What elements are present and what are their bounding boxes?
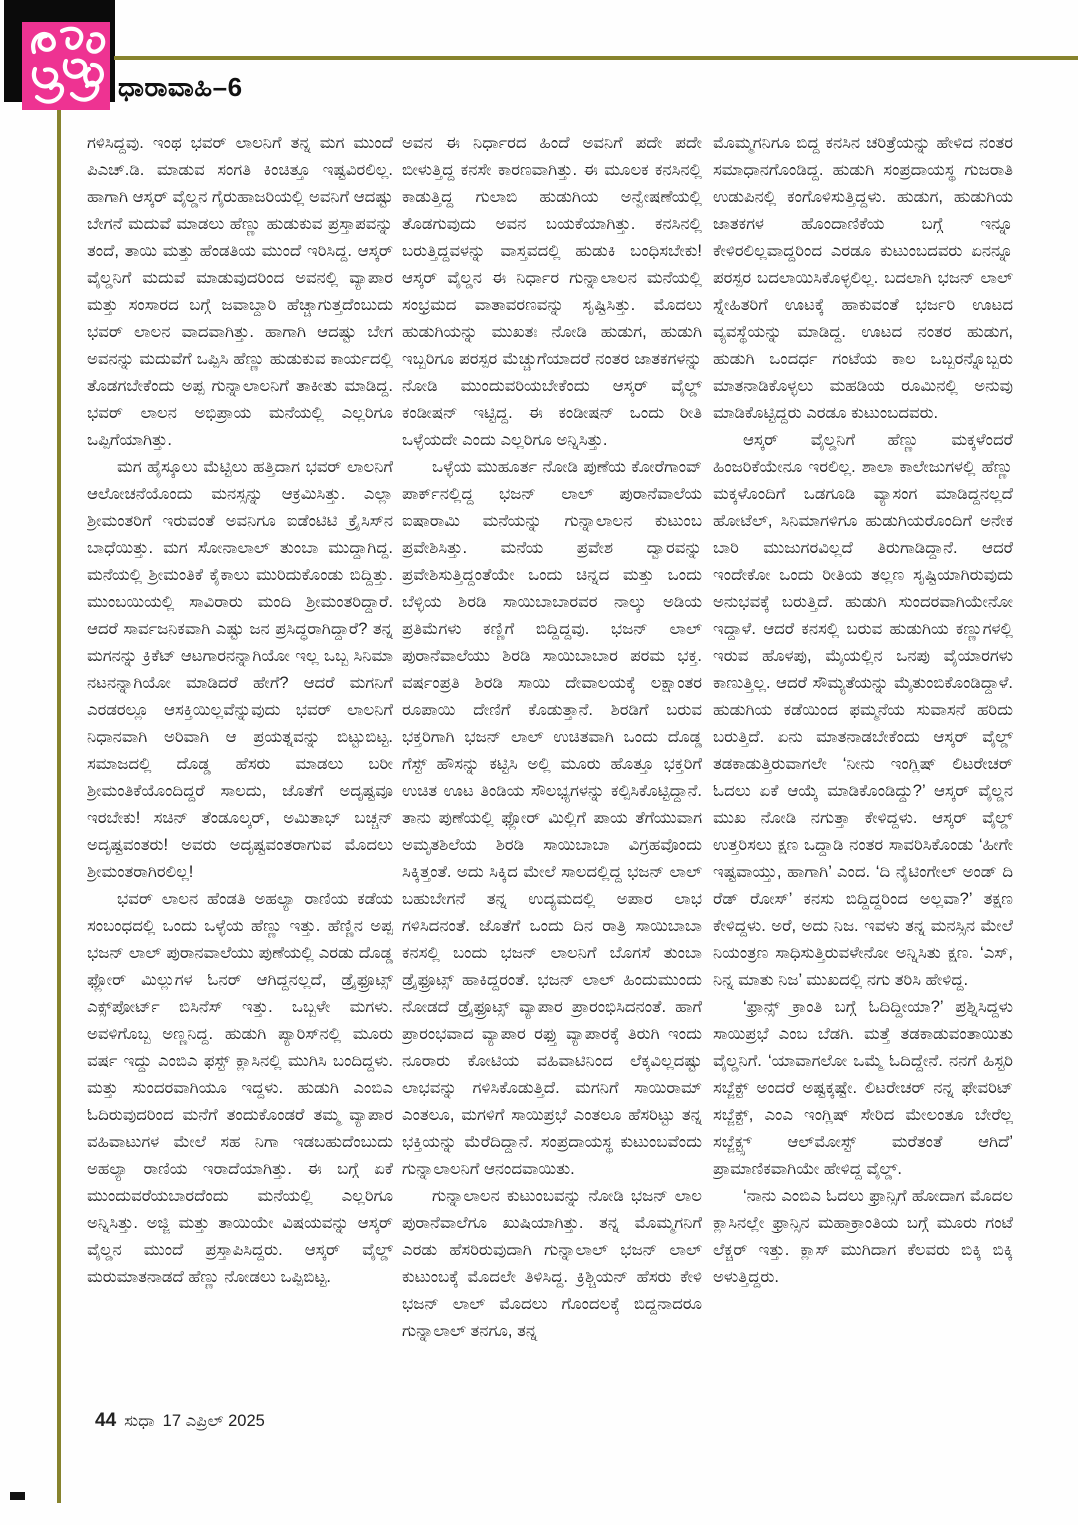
body-paragraph: ಗಳಿಸಿದ್ದವು. ಇಂಥ ಭವರ್ ಲಾಲನಿಗೆ ತನ್ನ ಮಗ ಮುಂದೆ ಪಿಎಚ್.ಡಿ. ಮಾಡುವ ಸಂಗತಿ ಕಿಂಚಿತ್ತೂ ಇಷ್ಟವಿರಲಿಲ್ಲ. ಹಾಗಾಗಿ ಆಸ್ಕರ್ ವೈಲ್ಡನ ಗೈರುಹಾಜರಿಯಲ್ಲಿ ಅವನಿಗೆ ಆದಷ್ಟು ಬೇಗನೆ ಮದುವೆ ಮಾಡಲು ಹೆಣ್ಣು ಹುಡುಕುವ ಪ್ರಸ್ತಾಪವನ್ನು ತಂದೆ, ತಾಯಿ ಮತ್ತು ಹೆಂಡತಿಯ ಮುಂದೆ ಇರಿಸಿದ್ದ. ಆಸ್ಕರ್ ವೈಲ್ಡನಿಗೆ ಮದುವೆ ಮಾಡುವುದರಿಂದ ಅವನಲ್ಲಿ ವ್ಯಾಪಾರ ಮತ್ತು ಸಂಸಾರದ ಬಗ್ಗೆ ಜವಾಬ್ದಾರಿ ಹೆಚ್ಚಾಗುತ್ತದೆಂಬುದು ಭವರ್ ಲಾಲನ ವಾದವಾಗಿತ್ತು. ಹಾಗಾಗಿ ಆದಷ್ಟು ಬೇಗ ಅವನನ್ನು ಮದುವೆಗೆ ಒಪ್ಪಿಸಿ ಹೆಣ್ಣು ಹುಡುಕುವ ಕಾರ್ಯದಲ್ಲಿ ತೊಡಗಬೇಕೆಂದು ಅಪ್ಪ ಗುನ್ನಾಲಾಲನಿಗೆ ತಾಕೀತು ಮಾಡಿದ್ದ. ಭವರ್ ಲಾಲನ ಅಭಿಪ್ರಾಯ ಮನೆಯಲ್ಲಿ ಎಲ್ಲರಿಗೂ ಒಪ್ಪಿಗೆಯಾಗಿತ್ತು. <box>87 134 393 449</box>
sudha-maze-logo <box>22 22 110 110</box>
issue-date: 17 ಎಪ್ರಿಲ್ 2025 <box>162 1412 265 1430</box>
maze-pattern-icon <box>22 22 110 110</box>
text-column-2 <box>402 130 702 1422</box>
body-paragraph: ಮಗ ಹೈಸ್ಕೂಲು ಮೆಟ್ಟಿಲು ಹತ್ತಿದಾಗ ಭವರ್ ಲಾಲನಿಗೆ ಆಲೋಚನೆಯೊಂದು ಮನಸ್ಸನ್ನು ಆಕ್ರಮಿಸಿತ್ತು. ಎಲ್ಲಾ ಶ್ರೀಮಂತರಿಗೆ ಇರುವಂತೆ ಅವನಿಗೂ ಐಡೆಂಟಿಟಿ ಕ್ರೈಸಿಸ್‌ನ ಬಾಧೆಯಿತ್ತು. ಮಗ ಸೋನಾಲಾಲ್ ತುಂಬಾ ಮುದ್ದಾಗಿದ್ದ. ಮನೆಯಲ್ಲಿ ಶ್ರೀಮಂತಿಕೆ ಕೈಕಾಲು ಮುರಿದುಕೊಂಡು ಬಿದ್ದಿತ್ತು. ಮುಂಬಯಿಯಲ್ಲಿ ಸಾವಿರಾರು ಮಂದಿ ಶ್ರೀಮಂತರಿದ್ದಾರೆ. ಆದರೆ ಸಾರ್ವಜನಿಕವಾಗಿ ಎಷ್ಟು ಜನ ಪ್ರಸಿದ್ಧರಾಗಿದ್ದಾರೆ? ತನ್ನ ಮಗನನ್ನು ಕ್ರಿಕೆಟ್ ಆಟಗಾರನನ್ನಾಗಿಯೋ ಇಲ್ಲ ಒಬ್ಬ ಸಿನಿಮಾ ನಟನನ್ನಾಗಿಯೋ ಮಾಡಿದರೆ ಹೇಗೆ? ಆದರೆ ಮಗನಿಗೆ ಎರಡರಲ್ಲೂ ಆಸಕ್ತಿಯಿಲ್ಲವೆನ್ನುವುದು ಭವರ್ ಲಾಲನಿಗೆ ನಿಧಾನವಾಗಿ ಅರಿವಾಗಿ ಆ ಪ್ರಯತ್ನವನ್ನು ಬಿಟ್ಟುಬಿಟ್ಟ. ಸಮಾಜದಲ್ಲಿ ದೊಡ್ಡ ಹೆಸರು ಮಾಡಲು ಬರೀ ಶ್ರೀಮಂತಿಕೆಯೊಂದಿದ್ದರೆ ಸಾಲದು, ಜೊತೆಗೆ ಅದೃಷ್ಟವೂ ಇರಬೇಕು! ಸಚಿನ್ ತೆಂಡೂಲ್ಕರ್, ಅಮಿತಾಭ್ ಬಚ್ಚನ್ ಅದೃಷ್ಟವಂತರು! ಅವರು ಅದೃಷ್ಟವಂತರಾಗುವ ಮೊದಲು ಶ್ರೀಮಂತರಾಗಿರಲಿಲ್ಲ! <box>87 458 393 881</box>
text-column-1 <box>87 130 393 1422</box>
left-vertical-rule <box>57 110 61 1503</box>
series-title: ಧಾರಾವಾಹಿ–6 <box>118 72 243 102</box>
page-number: 44 <box>95 1410 117 1431</box>
body-paragraph: ‘ನಾನು ಎಂಬಿಎ ಓದಲು ಫ್ರಾನ್ಸಿಗೆ ಹೋದಾಗ ಮೊದಲ ಕ್ಲಾಸಿನಲ್ಲೇ ಫ್ರಾನ್ಸಿನ ಮಹಾಕ್ರಾಂತಿಯ ಬಗ್ಗೆ ಮೂರು ಗಂಟೆ ಲೆಕ್ಚರ್ ಇತ್ತು. ಕ್ಲಾಸ್ ಮುಗಿದಾಗ ಕೆಲವರು ಬಿಕ್ಕಿ ಬಿಕ್ಕಿ ಅಳುತ್ತಿದ್ದರು. <box>713 1187 1013 1286</box>
body-paragraph: ‘ಫ್ರಾನ್ಸ್ ಕ್ರಾಂತಿ ಬಗ್ಗೆ ಓದಿದ್ದೀಯಾ?’ ಪ್ರಶ್ನಿಸಿದ್ದಳು ಸಾಯಿಪ್ರಭೆ ಎಂಬ ಬೆಡಗಿ. ಮತ್ತೆ ತಡಕಾಡುವಂತಾಯಿತು ವೈಲ್ಡನಿಗೆ. ‘ಯಾವಾಗಲೋ ಒಮ್ಮೆ ಓದಿದ್ದೇನೆ. ನನಗೆ ಹಿಸ್ಟರಿ ಸಬ್ಜೆಕ್ಟ್ ಅಂದರೆ ಅಷ್ಟಕ್ಕಷ್ಟೇ. ಲಿಟರೇಚರ್ ನನ್ನ ಫೇವರಿಟ್ ಸಬ್ಜೆಕ್ಟ್, ಎಂಎ ಇಂಗ್ಲಿಷ್ ಸೇರಿದ ಮೇಲಂತೂ ಬೇರೆಲ್ಲ ಸಬ್ಜೆಕ್ಟ್ಸ್ ಆಲ್‌ಮೋಸ್ಟ್ ಮರೆತಂತೆ ಆಗಿದೆ’ ಪ್ರಾಮಾಣಿಕವಾಗಿಯೇ ಹೇಳಿದ್ದ ವೈಲ್ಡ್. <box>713 998 1013 1178</box>
registration-mark <box>10 1492 25 1500</box>
body-paragraph: ಅವನ ಈ ನಿರ್ಧಾರದ ಹಿಂದೆ ಅವನಿಗೆ ಪದೇ ಪದೇ ಬೀಳುತ್ತಿದ್ದ ಕನಸೇ ಕಾರಣವಾಗಿತ್ತು. ಈ ಮೂಲಕ ಕನಸಿನಲ್ಲಿ ಕಾಡುತ್ತಿದ್ದ ಗುಲಾಬಿ ಹುಡುಗಿಯ ಅನ್ವೇಷಣೆಯಲ್ಲಿ ತೊಡಗುವುದು ಅವನ ಬಯಕೆಯಾಗಿತ್ತು. ಕನಸಿನಲ್ಲಿ ಬರುತ್ತಿದ್ದವಳನ್ನು ವಾಸ್ತವದಲ್ಲಿ ಹುಡುಕಿ ಬಂಧಿಸಬೇಕು! ಆಸ್ಕರ್ ವೈಲ್ಡನ ಈ ನಿರ್ಧಾರ ಗುನ್ನಾಲಾಲನ ಮನೆಯಲ್ಲಿ ಸಂಭ್ರಮದ ವಾತಾವರಣವನ್ನು ಸೃಷ್ಟಿಸಿತ್ತು. ಮೊದಲು ಹುಡುಗಿಯನ್ನು ಮುಖತಃ ನೋಡಿ ಹುಡುಗ, ಹುಡುಗಿ ಇಬ್ಬರಿಗೂ ಪರಸ್ಪರ ಮೆಚ್ಚುಗೆಯಾದರೆ ನಂತರ ಜಾತಕಗಳನ್ನು ನೋಡಿ ಮುಂದುವರಿಯಬೇಕೆಂದು ಆಸ್ಕರ್ ವೈಲ್ಡ್ ಕಂಡೀಷನ್ ಇಟ್ಟಿದ್ದ. ಈ ಕಂಡೀಷನ್ ಒಂದು ರೀತಿ ಒಳ್ಳೆಯದೇ ಎಂದು ಎಲ್ಲರಿಗೂ ಅನ್ನಿಸಿತ್ತು. <box>402 134 702 449</box>
body-paragraph: ಒಳ್ಳೆಯ ಮುಹೂರ್ತ ನೋಡಿ ಪುಣೆಯ ಕೋರೆಗಾಂವ್ ಪಾರ್ಕ್‌ನಲ್ಲಿದ್ದ ಭಜನ್ ಲಾಲ್ ಪುರಾನೆವಾಲೆಯ ಐಷಾರಾಮಿ ಮನೆಯನ್ನು ಗುನ್ನಾಲಾಲನ ಕುಟುಂಬ ಪ್ರವೇಶಿಸಿತ್ತು. ಮನೆಯ ಪ್ರವೇಶ ದ್ವಾರವನ್ನು ಪ್ರವೇಶಿಸುತ್ತಿದ್ದಂತೆಯೇ ಒಂದು ಚಿನ್ನದ ಮತ್ತು ಒಂದು ಬೆಳ್ಳಿಯ ಶಿರಡಿ ಸಾಯಿಬಾಬಾರವರ ನಾಲ್ಕು ಅಡಿಯ ಪ್ರತಿಮೆಗಳು ಕಣ್ಣಿಗೆ ಬಿದ್ದಿದ್ದವು. ಭಜನ್ ಲಾಲ್ ಪುರಾನೆವಾಲೆಯು ಶಿರಡಿ ಸಾಯಿಬಾಬಾರ ಪರಮ ಭಕ್ತ. ವರ್ಷಂಪ್ರತಿ ಶಿರಡಿ ಸಾಯಿ ದೇವಾಲಯಕ್ಕೆ ಲಕ್ಷಾಂತರ ರೂಪಾಯಿ ದೇಣಿಗೆ ಕೊಡುತ್ತಾನೆ. ಶಿರಡಿಗೆ ಬರುವ ಭಕ್ತರಿಗಾಗಿ ಭಜನ್ ಲಾಲ್ ಉಚಿತವಾಗಿ ಒಂದು ದೊಡ್ಡ ಗೆಸ್ಟ್ ಹೌಸನ್ನು ಕಟ್ಟಿಸಿ ಅಲ್ಲಿ ಮೂರು ಹೊತ್ತೂ ಭಕ್ತರಿಗೆ ಉಚಿತ ಊಟ ತಿಂಡಿಯ ಸೌಲಭ್ಯಗಳನ್ನು ಕಲ್ಪಿಸಿಕೊಟ್ಟಿದ್ದಾನೆ. ತಾನು ಪುಣೆಯಲ್ಲಿ ಫ್ಲೋರ್ ಮಿಲ್ಲಿಗೆ ಪಾಯ ತೆಗೆಯುವಾಗ ಅಮೃತಶಿಲೆಯ ಶಿರಡಿ ಸಾಯಿಬಾಬಾ ವಿಗ್ರಹವೊಂದು ಸಿಕ್ಕಿತ್ತಂತೆ. ಅದು ಸಿಕ್ಕಿದ ಮೇಲೆ ಸಾಲದಲ್ಲಿದ್ದ ಭಜನ್ ಲಾಲ್ ಬಹುಬೇಗನೆ ತನ್ನ ಉದ್ಯಮದಲ್ಲಿ ಅಪಾರ ಲಾಭ ಗಳಿಸಿದನಂತೆ. ಜೊತೆಗೆ ಒಂದು ದಿನ ರಾತ್ರಿ ಸಾಯಿಬಾಬಾ ಕನಸಲ್ಲಿ ಬಂದು ಭಜನ್ ಲಾಲನಿಗೆ ಬೊಗಸೆ ತುಂಬಾ ಡ್ರೈಫ್ರೂಟ್ಸ್ ಹಾಕಿದ್ದರಂತೆ. ಭಜನ್ ಲಾಲ್ ಹಿಂದುಮುಂದು ನೋಡದೆ ಡ್ರೈಫ್ರೂಟ್ಸ್ ವ್ಯಾಪಾರ ಪ್ರಾರಂಭಿಸಿದನಂತೆ. ಹಾಗೆ ಪ್ರಾರಂಭವಾದ ವ್ಯಾಪಾರ ರಫ್ತು ವ್ಯಾಪಾರಕ್ಕೆ ತಿರುಗಿ ಇಂದು ನೂರಾರು ಕೋಟಿಯ ವಹಿವಾಟಿನಿಂದ ಲೆಕ್ಕವಿಲ್ಲದಷ್ಟು ಲಾಭವನ್ನು ಗಳಿಸಿಕೊಡುತ್ತಿದೆ. ಮಗನಿಗೆ ಸಾಯಿರಾಮ್ ಎಂತಲೂ, ಮಗಳಿಗೆ ಸಾಯಿಪ್ರಭೆ ಎಂತಲೂ ಹೆಸರಿಟ್ಟು ತನ್ನ ಭಕ್ತಿಯನ್ನು ಮೆರೆದಿದ್ದಾನೆ. ಸಂಪ್ರದಾಯಸ್ಥ ಕುಟುಂಬವೆಂದು ಗುನ್ನಾಲಾಲನಿಗೆ ಆನಂದವಾಯಿತು. <box>402 458 702 1178</box>
magazine-name: ಸುಧಾ <box>124 1412 155 1430</box>
text-column-3 <box>713 130 1013 1422</box>
body-paragraph: ಆಸ್ಕರ್ ವೈಲ್ಡನಿಗೆ ಹೆಣ್ಣು ಮಕ್ಕಳೆಂದರೆ ಹಿಂಜರಿಕೆಯೇನೂ ಇರಲಿಲ್ಲ. ಶಾಲಾ ಕಾಲೇಜುಗಳಲ್ಲಿ ಹೆಣ್ಣು ಮಕ್ಕಳೊಂದಿಗೆ ಒಡಗೂಡಿ ವ್ಯಾಸಂಗ ಮಾಡಿದ್ದನಲ್ಲದೆ ಹೋಟೆಲ್, ಸಿನಿಮಾಗಳಿಗೂ ಹುಡುಗಿಯರೊಂದಿಗೆ ಅನೇಕ ಬಾರಿ ಮುಜುಗರವಿಲ್ಲದೆ ತಿರುಗಾಡಿದ್ದಾನೆ. ಆದರೆ ಇಂದೇಕೋ ಒಂದು ರೀತಿಯ ತಲ್ಲಣ ಸೃಷ್ಟಿಯಾಗಿರುವುದು ಅನುಭವಕ್ಕೆ ಬರುತ್ತಿದೆ. ಹುಡುಗಿ ಸುಂದರವಾಗಿಯೇನೋ ಇದ್ದಾಳೆ. ಆದರೆ ಕನಸಲ್ಲಿ ಬರುವ ಹುಡುಗಿಯ ಕಣ್ಣುಗಳಲ್ಲಿ ಇರುವ ಹೊಳಪು, ಮೈಯಲ್ಲಿನ ಒನಪು ವೈಯಾರಗಳು ಕಾಣುತ್ತಿಲ್ಲ. ಆದರೆ ಸೌಮ್ಯತೆಯನ್ನು ಮೈತುಂಬಿಕೊಂಡಿದ್ದಾಳೆ. ಹುಡುಗಿಯ ಕಡೆಯಿಂದ ಫಮ್ಮನೆಯ ಸುವಾಸನೆ ಹರಿದು ಬರುತ್ತಿದೆ. ಏನು ಮಾತನಾಡಬೇಕೆಂದು ಆಸ್ಕರ್ ವೈಲ್ಡ್ ತಡಕಾಡುತ್ತಿರುವಾಗಲೇ ‘ನೀನು ಇಂಗ್ಲಿಷ್ ಲಿಟರೇಚರ್ ಓದಲು ಏಕೆ ಆಯ್ಕೆ ಮಾಡಿಕೊಂಡಿದ್ದು?’ ಆಸ್ಕರ್ ವೈಲ್ಡನ ಮುಖ ನೋಡಿ ನಗುತ್ತಾ ಕೇಳಿದ್ದಳು. ಆಸ್ಕರ್ ವೈಲ್ಡ್ ಉತ್ತರಿಸಲು ಕ್ಷಣ ಒದ್ದಾಡಿ ನಂತರ ಸಾವರಿಸಿಕೊಂಡು ‘ಹೀಗೇ ಇಷ್ಟವಾಯ್ತು, ಹಾಗಾಗಿ’ ಎಂದ. ‘ದಿ ನೈಟಿಂಗೇಲ್ ಅಂಡ್ ದಿ ರೆಡ್ ರೋಸ್’ ಕನಸು ಬಿದ್ದಿದ್ದರಿಂದ ಅಲ್ಲವಾ?’ ತಕ್ಷಣ ಕೇಳಿದ್ದಳು. ಅರೆ, ಅದು ನಿಜ. ಇವಳು ತನ್ನ ಮನಸ್ಸಿನ ಮೇಲೆ ನಿಯಂತ್ರಣ ಸಾಧಿಸುತ್ತಿರುವಳೇನೋ ಅನ್ನಿಸಿತು ಕ್ಷಣ. ‘ಎಸ್, ನಿನ್ನ ಮಾತು ನಿಜ’ ಮುಖದಲ್ಲಿ ನಗು ತರಿಸಿ ಹೇಳಿದ್ದ. <box>713 431 1013 989</box>
top-horizontal-rule <box>114 56 1078 60</box>
body-paragraph: ಭವರ್ ಲಾಲನ ಹೆಂಡತಿ ಅಹಲ್ಯಾ ರಾಣಿಯ ಕಡೆಯ ಸಂಬಂಧದಲ್ಲಿ ಒಂದು ಒಳ್ಳೆಯ ಹೆಣ್ಣು ಇತ್ತು. ಹೆಣ್ಣಿನ ಅಪ್ಪ ಭಜನ್ ಲಾಲ್ ಪುರಾನವಾಲೆಯು ಪುಣೆಯಲ್ಲಿ ಎರಡು ದೊಡ್ಡ ಫ್ಲೋರ್ ಮಿಲ್ಲುಗಳ ಓನರ್ ಆಗಿದ್ದನಲ್ಲದೆ, ಡ್ರೈಫ್ರೂಟ್ಸ್ ಎಕ್ಸ್‌ಪೋರ್ಟ್ ಬಿಸಿನೆಸ್ ಇತ್ತು. ಒಬ್ಬಳೇ ಮಗಳು. ಅವಳಿಗೊಬ್ಬ ಅಣ್ಣನಿದ್ದ. ಹುಡುಗಿ ಪ್ಯಾರಿಸ್‌ನಲ್ಲಿ ಮೂರು ವರ್ಷ ಇದ್ದು ಎಂಬಿಎ ಫಸ್ಟ್ ಕ್ಲಾಸಿನಲ್ಲಿ ಮುಗಿಸಿ ಬಂದಿದ್ದಳು. ಮತ್ತು ಸುಂದರವಾಗಿಯೂ ಇದ್ದಳು. ಹುಡುಗಿ ಎಂಬಿಎ ಓದಿರುವುದರಿಂದ ಮನೆಗೆ ತಂದುಕೊಂಡರೆ ತಮ್ಮ ವ್ಯಾಪಾರ ವಹಿವಾಟುಗಳ ಮೇಲೆ ಸಹ ನಿಗಾ ಇಡಬಹುದೆಂಬುದು ಅಹಲ್ಯಾ ರಾಣಿಯ ಇರಾದೆಯಾಗಿತ್ತು. ಈ ಬಗ್ಗೆ ಏಕೆ ಮುಂದುವರೆಯಬಾರದೆಂದು ಮನೆಯಲ್ಲಿ ಎಲ್ಲರಿಗೂ ಅನ್ನಿಸಿತ್ತು. ಅಜ್ಜಿ ಮತ್ತು ತಾಯಿಯೇ ವಿಷಯವನ್ನು ಆಸ್ಕರ್ ವೈಲ್ಡನ ಮುಂದೆ ಪ್ರಸ್ತಾಪಿಸಿದ್ದರು. ಆಸ್ಕರ್ ವೈಲ್ಡ್ ಮರುಮಾತನಾಡದೆ ಹೆಣ್ಣು ನೋಡಲು ಒಪ್ಪಿಬಿಟ್ಟ. <box>87 890 393 1286</box>
body-paragraph: ಗುನ್ನಾಲಾಲನ ಕುಟುಂಬವನ್ನು ನೋಡಿ ಭಜನ್ ಲಾಲ ಪುರಾನೆವಾಲೆಗೂ ಖುಷಿಯಾಗಿತ್ತು. ತನ್ನ ಮೊಮ್ಮಗನಿಗೆ ಎರಡು ಹೆಸರಿರುವುದಾಗಿ ಗುನ್ನಾಲಾಲ್ ಭಜನ್ ಲಾಲ್ ಕುಟುಂಬಕ್ಕೆ ಮೊದಲೇ ತಿಳಿಸಿದ್ದ. ಕ್ರಿಶ್ಚಿಯನ್ ಹೆಸರು ಕೇಳಿ ಭಜನ್ ಲಾಲ್ ಮೊದಲು ಗೊಂದಲಕ್ಕೆ ಬಿದ್ದನಾದರೂ ಗುನ್ನಾಲಾಲ್ ತನಗೂ, ತನ್ನ <box>402 1187 702 1340</box>
body-paragraph: ಮೊಮ್ಮಗನಿಗೂ ಬಿದ್ದ ಕನಸಿನ ಚರಿತ್ರೆಯನ್ನು ಹೇಳಿದ ನಂತರ ಸಮಾಧಾನಗೊಂಡಿದ್ದ. ಹುಡುಗಿ ಸಂಪ್ರದಾಯಸ್ಥ ಗುಜರಾತಿ ಉಡುಪಿನಲ್ಲಿ ಕಂಗೊಳಿಸುತ್ತಿದ್ದಳು. ಹುಡುಗ, ಹುಡುಗಿಯ ಜಾತಕಗಳ ಹೊಂದಾಣಿಕೆಯ ಬಗ್ಗೆ ಇನ್ನೂ ಕೇಳಿರಲಿಲ್ಲವಾದ್ದರಿಂದ ಎರಡೂ ಕುಟುಂಬದವರು ಏನನ್ನೂ ಪರಸ್ಪರ ಬದಲಾಯಿಸಿಕೊಳ್ಳಲಿಲ್ಲ. ಬದಲಾಗಿ ಭಜನ್ ಲಾಲ್ ಸ್ನೇಹಿತರಿಗೆ ಊಟಕ್ಕೆ ಹಾಕುವಂತೆ ಭರ್ಜರಿ ಊಟದ ವ್ಯವಸ್ಥೆಯನ್ನು ಮಾಡಿದ್ದ. ಊಟದ ನಂತರ ಹುಡುಗ, ಹುಡುಗಿ ಒಂದರ್ಧ ಗಂಟೆಯ ಕಾಲ ಒಬ್ಬರನ್ನೊಬ್ಬರು ಮಾತನಾಡಿಕೊಳ್ಳಲು ಮಹಡಿಯ ರೂಮಿನಲ್ಲಿ ಅನುವು ಮಾಡಿಕೊಟ್ಟಿದ್ದರು ಎರಡೂ ಕುಟುಂಬದವರು. <box>713 134 1013 422</box>
page-footer <box>95 1410 265 1432</box>
